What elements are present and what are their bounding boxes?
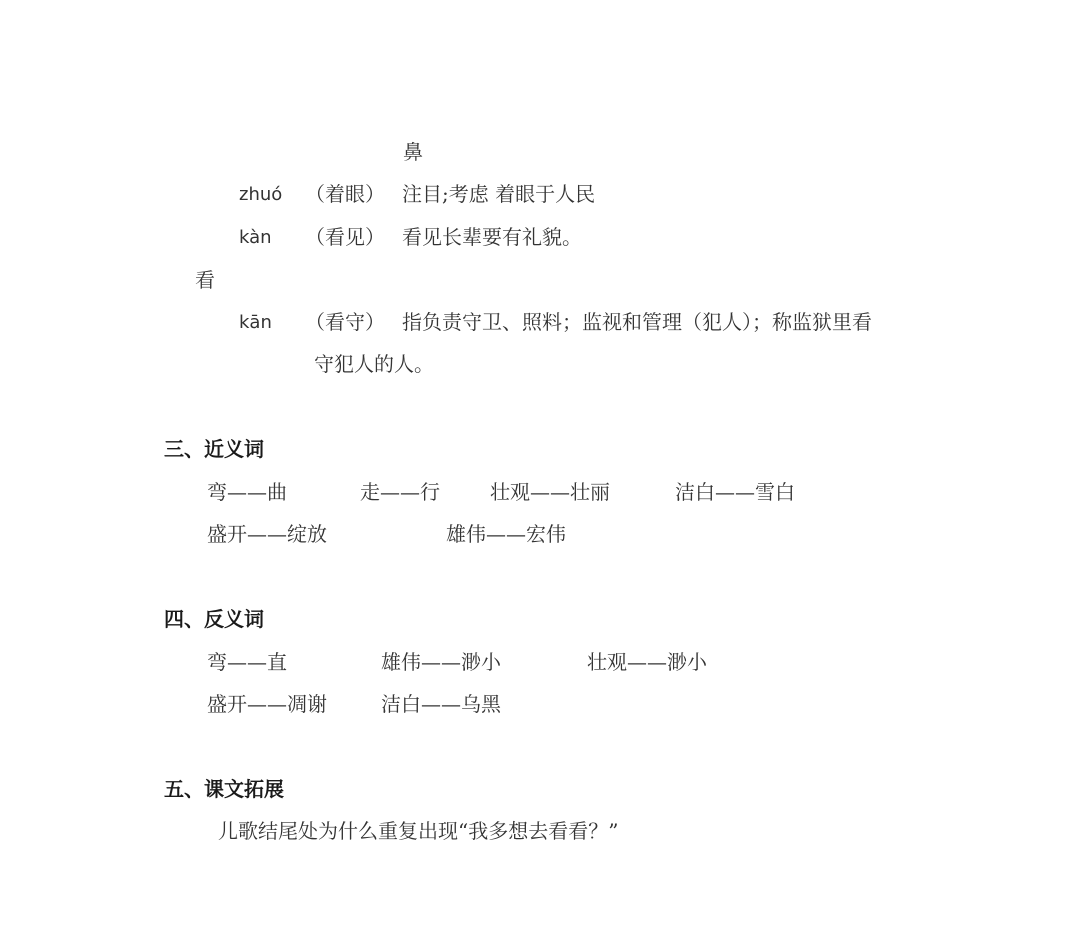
word-zhuoyan: （着眼）	[305, 182, 385, 206]
synonym-pair: 弯——曲	[207, 480, 287, 504]
antonym-pair: 洁白——乌黑	[381, 692, 501, 716]
antonym-pair: 弯——直	[207, 650, 287, 674]
synonym-pair: 雄伟——宏伟	[446, 522, 566, 546]
definition-zhuoyan: 注目;考虑 着眼于人民	[402, 182, 596, 206]
antonym-pair: 壮观——渺小	[587, 650, 707, 674]
extension-heading: 五、课文拓展	[164, 777, 284, 801]
synonym-pair: 壮观——壮丽	[490, 480, 610, 504]
definition-kanshou-continued: 守犯人的人。	[314, 352, 434, 376]
pinyin-kan1: kān	[239, 312, 272, 333]
word-kanjian: （看见）	[305, 225, 385, 249]
synonym-pair: 走——行	[360, 480, 440, 504]
word-kanshou: （看守）	[305, 310, 385, 334]
antonym-pair: 雄伟——渺小	[381, 650, 501, 674]
polyphone-character: 看	[195, 268, 215, 292]
pinyin-zhuo: zhuó	[239, 184, 283, 205]
synonym-pair: 盛开——绽放	[207, 522, 327, 546]
antonym-pair: 盛开——凋谢	[207, 692, 327, 716]
extension-question: 儿歌结尾处为什么重复出现“我多想去看看？”	[218, 819, 619, 843]
definition-kanjian: 看见长辈要有礼貌。	[402, 225, 582, 249]
synonyms-heading: 三、近义词	[164, 437, 264, 461]
synonym-pair: 洁白——雪白	[675, 480, 795, 504]
top-character: 鼻	[403, 140, 423, 164]
definition-kanshou: 指负责守卫、照料；监视和管理（犯人）；称监狱里看	[402, 310, 872, 334]
antonyms-heading: 四、反义词	[164, 607, 264, 631]
pinyin-kan4: kàn	[239, 227, 272, 248]
